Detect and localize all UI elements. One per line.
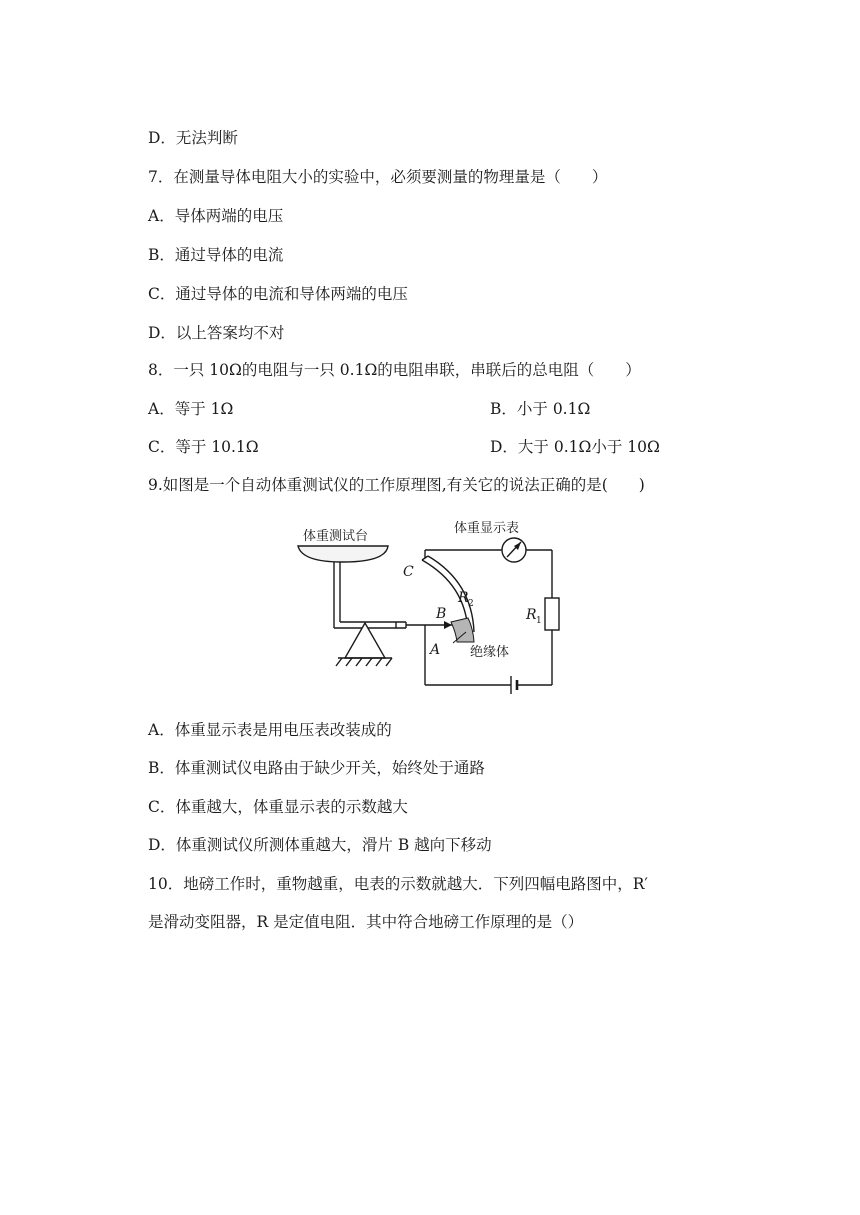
circuit-svg: [290, 510, 580, 695]
question-9-option-a: A．体重显示表是用电压表改装成的: [148, 721, 392, 739]
question-7-option-a: A．导体两端的电压: [148, 207, 284, 225]
weighing-platform: [298, 546, 388, 562]
r1-subscript: 1: [536, 616, 542, 626]
question-6-option-d: D．无法判断: [148, 129, 238, 147]
question-8-option-c: C．等于 10.1Ω: [148, 438, 259, 456]
question-9-option-b: B．体重测试仪电路由于缺少开关，始终处于通路: [148, 759, 485, 777]
point-b-label: B: [436, 606, 447, 622]
question-7-option-b: B．通过导体的电流: [148, 246, 284, 264]
question-8-stem: 8．一只 10Ω的电阻与一只 0.1Ω的电阻串联，串联后的总电阻（ ）: [148, 361, 641, 379]
insulator-label: 绝缘体: [470, 645, 510, 660]
question-9-option-c: C．体重越大，体重显示表的示数越大: [148, 798, 408, 816]
meter-label: 体重显示表: [454, 521, 520, 536]
question-10-stem-line-1: 10．地磅工作时，重物越重，电表的示数就越大．下列四幅电路图中，R′: [148, 875, 648, 893]
question-7-option-c: C．通过导体的电流和导体两端的电压: [148, 285, 408, 303]
r1-label: R: [526, 607, 537, 623]
question-8-option-a: A．等于 1Ω: [148, 400, 234, 418]
question-9-stem: 9.如图是一个自动体重测试仪的工作原理图,有关它的说法正确的是( ): [148, 476, 645, 494]
r2-subscript: 2: [468, 599, 474, 609]
platform-label: 体重测试台: [303, 529, 369, 544]
insulator-block: [451, 618, 474, 642]
point-c-label: C: [403, 564, 414, 580]
question-7-option-d: D．以上答案均不对: [148, 324, 285, 342]
question-8-option-b: B．小于 0.1Ω: [490, 400, 591, 418]
resistor-r1: [545, 598, 559, 630]
weight-tester-circuit-diagram: [290, 510, 580, 695]
question-10-stem-line-2: 是滑动变阻器，R 是定值电阻．其中符合地磅工作原理的是（）: [148, 913, 584, 931]
question-9-option-d: D．体重测试仪所测体重越大，滑片 B 越向下移动: [148, 836, 492, 854]
r2-label: R: [458, 590, 469, 606]
point-a-label: A: [430, 642, 441, 658]
question-8-option-d: D．大于 0.1Ω小于 10Ω: [490, 438, 660, 456]
question-7-stem: 7．在测量导体电阻大小的实验中，必须要测量的物理量是（ ）: [148, 168, 608, 186]
